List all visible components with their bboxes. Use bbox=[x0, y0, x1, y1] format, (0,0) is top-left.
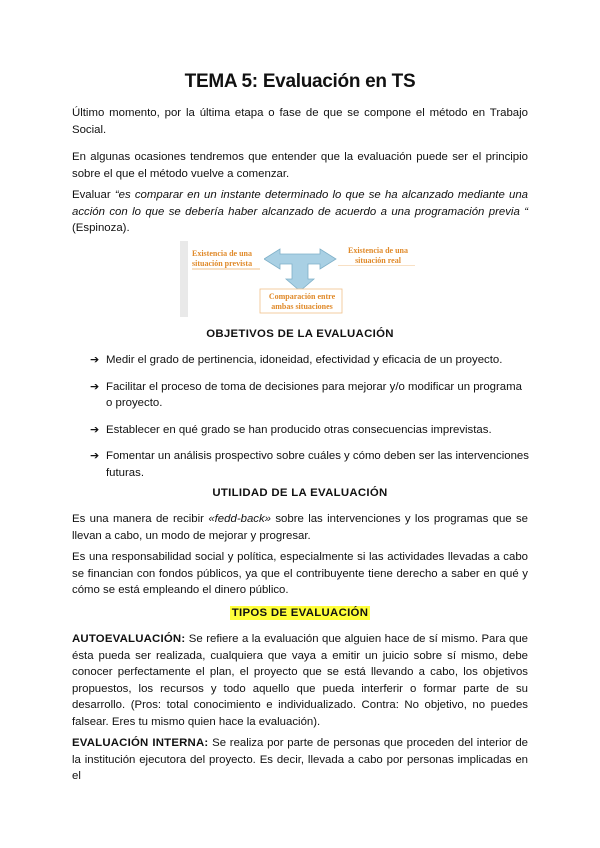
utilidad-paragraph-1: Es una manera de recibir «fedd-back» sobre las intervenciones y los programas que se llevan a cabo, un modo de mejorar y progresar. bbox=[72, 513, 528, 542]
list-item: ➔ Medir el grado de pertinencia, idoneidad, efectividad y eficacia de un proyecto. bbox=[90, 352, 530, 369]
diagram-left-box: Existencia de una situación prevista bbox=[192, 249, 264, 268]
objetivos-list bbox=[90, 352, 530, 482]
diagram-right-box: Existencia de una situación real bbox=[338, 246, 418, 265]
intro-paragraph-1: Último momento, por la última etapa o fase de que se compone el método en Trabajo Social. bbox=[72, 107, 528, 136]
autoevaluacion-paragraph: AUTOEVALUACIÓN: Se refiere a la evaluación que alguien hace de sí mismo. Para que ésta pueda ser realizada, cualquiera que vaya a emitir un juicio sobre sí mismo, debe conocer perfectamente el plan, el proyecto que se está llevando a cabo, los objetivos propuestos, los recursos y todo aquello que pueda interferir o formar parte de su desarrollo. (Pros: total conocimiento e individualizado. Contra: No objetivo, no puedes falsear. Eres tu mismo quien hace la evaluación). bbox=[72, 633, 528, 728]
utilidad-paragraph-2: Es una responsabilidad social y política, especialmente si las actividades llevadas a cabo se financian con fondos públicos, ya que el contribuyente tiene derecho a saber en qué y cómo se está empleando el dinero público. bbox=[72, 551, 528, 597]
intro-paragraph-2: En algunas ocasiones tendremos que entender que la evaluación puede ser el principio sobre el que el método vuelve a comenzar. bbox=[72, 151, 528, 180]
objetivos-heading: OBJETIVOS DE LA EVALUACIÓN bbox=[206, 328, 394, 340]
arrow-bullet-icon: ➔ bbox=[90, 379, 100, 393]
evaluation-diagram bbox=[180, 241, 420, 317]
list-item: ➔ Fomentar un análisis prospectivo sobre cuáles y cómo deben ser las intervenciones futuras. bbox=[90, 449, 529, 479]
tipos-heading-highlight: TIPOS DE EVALUACIÓN bbox=[231, 607, 369, 619]
arrow-bullet-icon: ➔ bbox=[90, 353, 100, 366]
utilidad-heading: UTILIDAD DE LA EVALUACIÓN bbox=[212, 487, 388, 499]
triple-arrow-icon bbox=[264, 249, 336, 291]
diagram-bottom-box: Comparación entre ambas situaciones bbox=[268, 292, 336, 311]
arrow-bullet-icon: ➔ bbox=[90, 422, 100, 436]
arrow-bullet-icon: ➔ bbox=[90, 449, 100, 463]
list-item: ➔ Facilitar el proceso de toma de decisiones para mejorar y/o modificar un programa o proyecto. bbox=[90, 379, 522, 410]
tipos-heading bbox=[0, 607, 600, 619]
definition-paragraph bbox=[72, 187, 528, 237]
definition-quote: “es comparar en un instante determinado lo que se ha alcanzado mediante una acción con lo que se debería haber alcanzado de acuerdo a una programación previa “ bbox=[72, 189, 528, 218]
list-item: ➔ Establecer en qué grado se han producido otras consecuencias imprevistas. bbox=[90, 422, 530, 439]
page-title: TEMA 5: Evaluación en TS bbox=[184, 71, 416, 92]
evaluacion-interna-paragraph: EVALUACIÓN INTERNA: Se realiza por parte de personas que proceden del interior de la institución ejecutora del proyecto. Es decir, llevada a cabo por personas implicadas en el bbox=[72, 737, 528, 783]
evaluacion-interna-label: EVALUACIÓN INTERNA: bbox=[72, 737, 209, 749]
definition-prefix: Evaluar bbox=[72, 189, 115, 201]
autoevaluacion-label: AUTOEVALUACIÓN: bbox=[72, 633, 186, 645]
feedback-term: «fedd-back» bbox=[208, 513, 272, 525]
definition-author: (Espinoza). bbox=[72, 222, 130, 235]
